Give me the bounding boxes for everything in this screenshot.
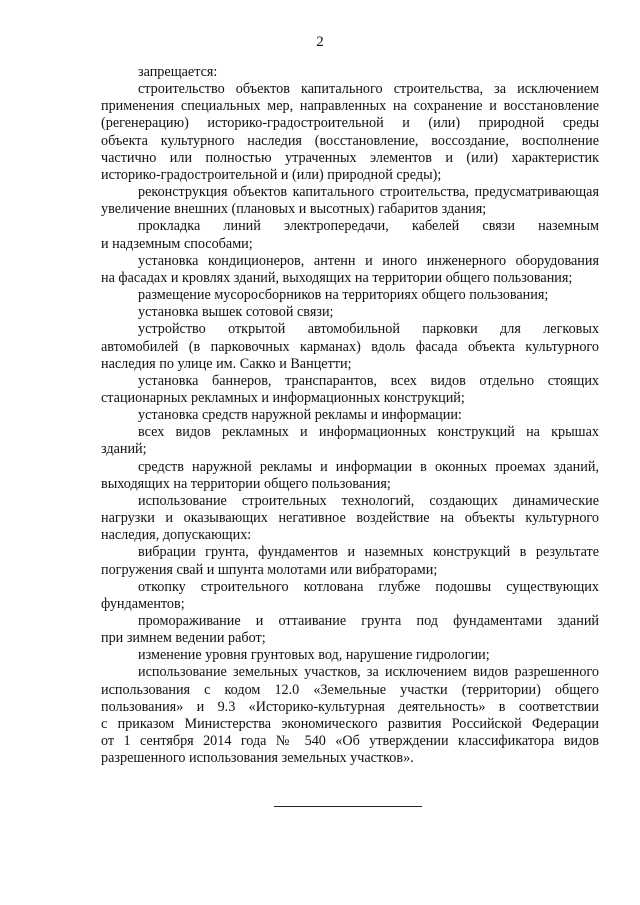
paragraph-line: вибрации грунта, фундаментов и наземных конструкций в результате: [138, 544, 599, 561]
paragraph: [101, 459, 599, 493]
paragraph-line: пользования» и 9.3 «Историко-культурная деятельность» в соответствии: [101, 698, 599, 715]
paragraph-line: при зимнем ведении работ;: [101, 630, 266, 647]
page-number: 2: [316, 34, 324, 50]
paragraph-line: (регенерацию) историко-градостроительной и (или) природной среды: [101, 115, 599, 132]
paragraph: [101, 493, 599, 544]
paragraph-line: фундаментов;: [101, 595, 185, 612]
paragraph-line: прокладка линий электропередачи, кабелей связи наземным: [138, 218, 599, 235]
paragraph: [101, 304, 599, 321]
paragraph-line: и надземным способами;: [101, 235, 253, 252]
paragraph: [101, 253, 599, 287]
paragraph: [101, 613, 599, 647]
paragraph-line: историко-градостроительной и (или) природной среды);: [101, 166, 442, 183]
paragraph: [101, 664, 599, 767]
paragraph-line: автомобилей (в парковочных карманах) вдоль фасада объекта культурного: [101, 338, 599, 355]
paragraph-line: установка вышек сотовой связи;: [138, 304, 334, 321]
closing-rule-line: [274, 806, 422, 807]
paragraph-line: откопку строительного котлована глубже подошвы существующих: [138, 578, 599, 595]
paragraph-line: установка кондиционеров, антенн и иного инженерного оборудования: [138, 252, 599, 269]
paragraph-line: установка баннеров, транспарантов, всех видов отдельно стоящих: [138, 372, 599, 389]
paragraph-line: зданий;: [101, 441, 147, 458]
paragraph-line: с приказом Министерства экономического развития Российской Федерации: [101, 715, 599, 732]
paragraph-line: использование строительных технологий, создающих динамические: [138, 492, 599, 509]
paragraph: [101, 579, 599, 613]
paragraph-line: применения специальных мер, направленных на сохранение и восстановление: [101, 98, 599, 115]
paragraph-line: использования с кодом 12.0 «Земельные участки (территории) общего: [101, 681, 599, 698]
paragraph-line: размещение мусоросборников на территориях общего пользования;: [138, 287, 549, 304]
paragraph: [101, 81, 599, 184]
paragraph: [101, 64, 599, 81]
paragraph-line: строительство объектов капитального строительства, за исключением: [138, 81, 599, 98]
paragraph-line: объекта культурного наследия (восстановление, воссоздание, восполнение: [101, 132, 599, 149]
paragraph-line: использование земельных участков, за исключением видов разрешенного: [138, 664, 599, 681]
paragraph-line: увеличение внешних (плановых и высотных) габаритов здания;: [101, 201, 487, 218]
paragraph: [101, 218, 599, 252]
paragraph-line: установка средств наружной рекламы и информации:: [138, 407, 462, 424]
paragraph-line: промораживание и оттаивание грунта под фундаментами зданий: [138, 613, 599, 629]
paragraph-line: наследия, допускающих:: [101, 527, 252, 544]
paragraph-line: всех видов рекламных и информационных конструкций на крышах: [138, 424, 599, 441]
paragraph: [101, 287, 599, 304]
paragraph: [101, 544, 599, 578]
paragraph: [101, 321, 599, 372]
paragraph-line: выходящих на территории общего пользования;: [101, 475, 391, 492]
paragraph-line: разрешенного использования земельных участков».: [101, 750, 414, 767]
paragraph-line: устройство открытой автомобильной парковки для легковых: [138, 321, 599, 338]
paragraph: [101, 647, 599, 664]
paragraph-line: нагрузки и оказывающих негативное воздействие на объекты культурного: [101, 510, 599, 527]
document-body: [101, 64, 599, 767]
paragraph: [101, 184, 599, 218]
paragraph-line: частично или полностью утраченных элементов и (или) характеристик: [101, 149, 599, 166]
paragraph: [101, 407, 599, 424]
paragraph-line: реконструкция объектов капитального строительства, предусматривающая: [138, 184, 599, 201]
paragraph-line: погружения свай и шпунта молотами или вибраторами;: [101, 561, 438, 578]
paragraph-line: наследия по улице им. Сакко и Ванцетти;: [101, 355, 352, 372]
paragraph-line: изменение уровня грунтовых вод, нарушение гидрологии;: [138, 647, 490, 664]
paragraph-line: стационарных рекламных и информационных конструкций;: [101, 389, 465, 406]
paragraph-line: запрещается:: [138, 64, 218, 80]
paragraph-line: на фасадах и кровлях зданий, выходящих на территории общего пользования;: [101, 269, 573, 286]
paragraph-line: средств наружной рекламы и информации в оконных проемах зданий,: [138, 458, 599, 475]
paragraph: [101, 373, 599, 407]
paragraph-line: от 1 сентября 2014 года № 540 «Об утверждении классификатора видов: [101, 733, 599, 750]
paragraph: [101, 424, 599, 458]
